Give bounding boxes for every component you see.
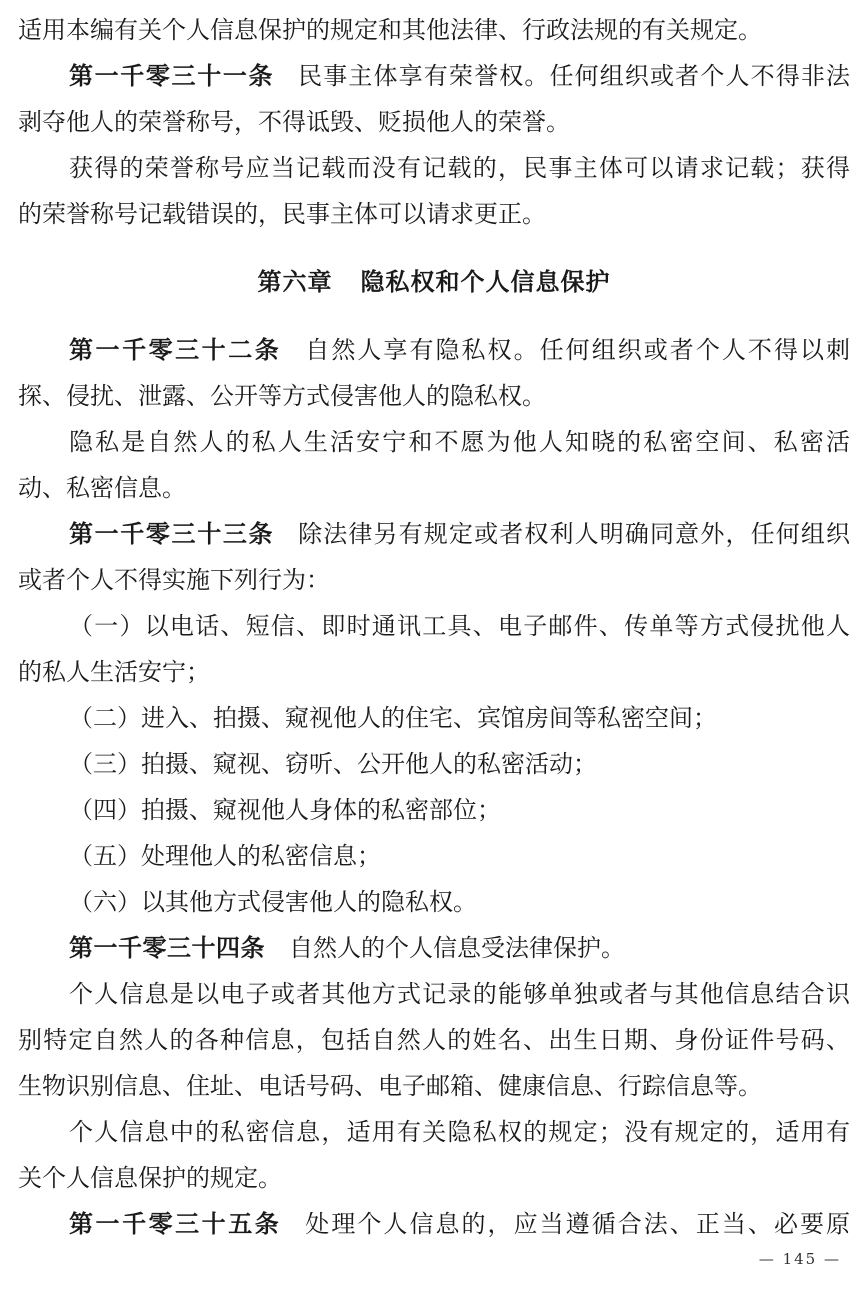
line-text: 隐私是自然人的私人生活安宁和不愿为他人知晓的私密空间、私密活: [69, 428, 850, 456]
article-number: 第一千零三十五条: [69, 1210, 282, 1238]
text-line: [18, 787, 850, 833]
text-line: [18, 191, 850, 237]
line-text: 或者个人不得实施下列行为：: [18, 566, 330, 594]
text-line: [18, 99, 850, 145]
paragraph: [18, 741, 850, 787]
paragraph: [18, 833, 850, 879]
text-line: [18, 695, 850, 741]
line-text: （四）拍摄、窥视他人身体的私密部位；: [69, 796, 501, 824]
text-line: [18, 511, 850, 557]
text-line: [18, 419, 850, 465]
page-number: — 145 —: [758, 1250, 841, 1268]
text-line: [18, 603, 850, 649]
line-text: 剥夺他人的荣誉称号，不得诋毁、贬损他人的荣誉。: [18, 108, 570, 136]
line-text: 的私人生活安宁；: [18, 658, 210, 686]
text-line: [18, 7, 850, 53]
line-text: （六）以其他方式侵害他人的隐私权。: [69, 888, 477, 916]
document-body: [18, 7, 850, 1247]
paragraph: [18, 787, 850, 833]
line-text: （五）处理他人的私密信息；: [69, 842, 381, 870]
line-text: 个人信息中的私密信息，适用有关隐私权的规定；没有规定的，适用有: [69, 1118, 850, 1146]
article-number: 第一千零三十四条: [69, 934, 265, 962]
text-line: [18, 879, 850, 925]
article-paragraph: [18, 511, 850, 603]
line-text: 处理个人信息的，应当遵循合法、正当、必要原: [305, 1210, 851, 1238]
paragraph: [18, 419, 850, 511]
text-line: [18, 1017, 850, 1063]
article-paragraph: [18, 925, 850, 971]
text-line: [18, 465, 850, 511]
paragraph: [18, 1109, 850, 1201]
article-number: 第一千零三十一条: [69, 62, 275, 90]
line-text: 关个人信息保护的规定。: [18, 1164, 282, 1192]
text-line: [18, 1155, 850, 1201]
line-text: 除法律另有规定或者权利人明确同意外，任何组织: [298, 520, 851, 548]
line-text: 自然人享有隐私权。任何组织或者个人不得以刺: [305, 336, 851, 364]
text-line: [18, 1109, 850, 1155]
text-line: [18, 53, 850, 99]
line-text: （二）进入、拍摄、窥视他人的住宅、宾馆房间等私密空间；: [69, 704, 717, 732]
chapter-number: 第六章: [257, 268, 333, 296]
text-line: [18, 557, 850, 603]
paragraph: [18, 7, 850, 53]
article-number: 第一千零三十三条: [69, 520, 275, 548]
paragraph: [18, 879, 850, 925]
article-number: 第一千零三十二条: [69, 336, 282, 364]
line-text: 的荣誉称号记载错误的，民事主体可以请求更正。: [18, 200, 546, 228]
paragraph: [18, 145, 850, 237]
text-line: [18, 327, 850, 373]
paragraph: [18, 695, 850, 741]
line-text: （一）以电话、短信、即时通讯工具、电子邮件、传单等方式侵扰他人: [69, 612, 850, 640]
line-text: 个人信息是以电子或者其他方式记录的能够单独或者与其他信息结合识: [69, 980, 850, 1008]
text-line: [18, 1063, 850, 1109]
line-text: 动、私密信息。: [18, 474, 186, 502]
text-line: [18, 145, 850, 191]
line-text: 获得的荣誉称号应当记载而没有记载的，民事主体可以请求记载；获得: [69, 154, 850, 182]
article-paragraph: [18, 1201, 850, 1247]
text-line: [18, 649, 850, 695]
text-line: [18, 833, 850, 879]
text-line: [18, 741, 850, 787]
line-text: 别特定自然人的各种信息，包括自然人的姓名、出生日期、身份证件号码、: [18, 1026, 850, 1054]
text-line: [18, 1201, 850, 1247]
paragraph: [18, 603, 850, 695]
line-text: 民事主体享有荣誉权。任何组织或者个人不得非法: [298, 62, 851, 90]
chapter-heading: [18, 237, 850, 327]
chapter-title: 隐私权和个人信息保护: [360, 268, 611, 296]
text-line: [18, 373, 850, 419]
article-paragraph: [18, 327, 850, 419]
line-text: 生物识别信息、住址、电话号码、电子邮箱、健康信息、行踪信息等。: [18, 1072, 762, 1100]
text-line: [18, 971, 850, 1017]
article-paragraph: [18, 53, 850, 145]
line-text: 自然人的个人信息受法律保护。: [289, 934, 625, 962]
text-line: [18, 925, 850, 971]
line-text: 探、侵扰、泄露、公开等方式侵害他人的隐私权。: [18, 382, 546, 410]
line-text: 适用本编有关个人信息保护的规定和其他法律、行政法规的有关规定。: [18, 16, 762, 44]
line-text: （三）拍摄、窥视、窃听、公开他人的私密活动；: [69, 750, 597, 778]
paragraph: [18, 971, 850, 1109]
